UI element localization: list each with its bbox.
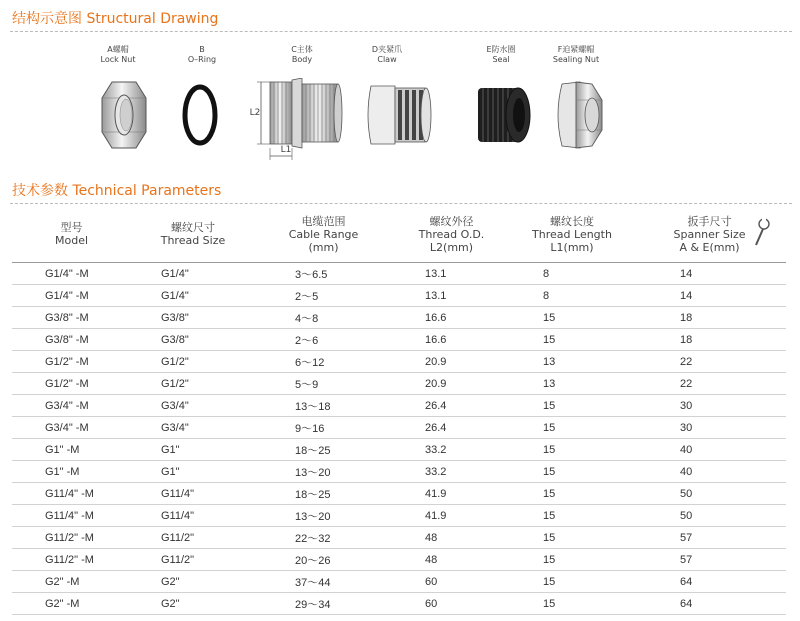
table-cell: 15	[511, 549, 633, 571]
table-cell: 16.6	[392, 307, 511, 329]
table-cell: 14	[633, 263, 786, 285]
table-cell: G1"	[131, 439, 255, 461]
table-row	[12, 329, 786, 351]
table-cell: 15	[511, 395, 633, 417]
table-cell: G3/8" -M	[12, 329, 131, 351]
table-cell: G1/2"	[131, 373, 255, 395]
table-cell: 22	[633, 351, 786, 373]
table-cell: 37～44	[255, 571, 392, 593]
table-cell: 50	[633, 505, 786, 527]
table-row	[12, 307, 786, 329]
table-cell: G1"	[131, 461, 255, 483]
table-row	[12, 593, 786, 615]
table-cell: 26.4	[392, 417, 511, 439]
column-header-cable-range: 电缆范围 Cable Range (mm)	[255, 206, 392, 263]
table-cell: 13.1	[392, 263, 511, 285]
table-row	[12, 373, 786, 395]
dimension-l1-label: L1	[280, 145, 292, 155]
table-cell: G3/8"	[131, 307, 255, 329]
table-cell: 8	[511, 263, 633, 285]
table-cell: G3/8" -M	[12, 307, 131, 329]
table-cell: 5～9	[255, 373, 392, 395]
table-cell: 15	[511, 483, 633, 505]
table-cell: 2～6	[255, 329, 392, 351]
table-cell: 13～18	[255, 395, 392, 417]
table-cell: G1/4" -M	[12, 285, 131, 307]
lock-nut-icon	[98, 80, 148, 150]
column-header-thread-length: 螺纹长度 Thread Length L1(mm)	[511, 206, 633, 263]
part-label-sealing-nut: F迫紧螺帽 Sealing Nut	[552, 45, 600, 64]
table-cell: 15	[511, 329, 633, 351]
table-cell: 22～32	[255, 527, 392, 549]
table-cell: 18～25	[255, 439, 392, 461]
table-cell: 15	[511, 439, 633, 461]
table-row	[12, 285, 786, 307]
table-cell: 60	[392, 571, 511, 593]
table-cell: 13	[511, 373, 633, 395]
table-cell: 15	[511, 593, 633, 615]
o-ring-icon	[180, 82, 220, 148]
sealing-nut-icon	[552, 80, 604, 150]
table-header-row	[12, 206, 786, 263]
structural-drawing-title: 结构示意图 Structural Drawing	[12, 11, 219, 27]
table-row	[12, 527, 786, 549]
table-row	[12, 263, 786, 285]
table-cell: G1/4"	[131, 285, 255, 307]
table-cell: 9～16	[255, 417, 392, 439]
body-icon	[242, 78, 350, 164]
table-cell: 18	[633, 307, 786, 329]
section-divider	[10, 31, 792, 32]
table-cell: G3/4"	[131, 395, 255, 417]
part-label-lock-nut: A螺帽 Lock Nut	[100, 45, 136, 64]
seal-icon	[474, 84, 536, 146]
table-cell: G2" -M	[12, 593, 131, 615]
table-cell: 15	[511, 417, 633, 439]
table-cell: G11/2"	[131, 549, 255, 571]
table-cell: G11/4"	[131, 505, 255, 527]
table-row	[12, 439, 786, 461]
table-cell: 64	[633, 571, 786, 593]
claw-icon	[365, 84, 433, 146]
table-cell: 29～34	[255, 593, 392, 615]
table-cell: 14	[633, 285, 786, 307]
table-cell: 15	[511, 461, 633, 483]
table-cell: 57	[633, 549, 786, 571]
table-cell: 41.9	[392, 505, 511, 527]
table-cell: G11/2" -M	[12, 549, 131, 571]
table-row	[12, 483, 786, 505]
table-cell: 6～12	[255, 351, 392, 373]
table-cell: 15	[511, 307, 633, 329]
column-header-model: 型号 Model	[12, 206, 131, 263]
table-row	[12, 549, 786, 571]
table-cell: 48	[392, 527, 511, 549]
table-cell: 18～25	[255, 483, 392, 505]
table-cell: G3/8"	[131, 329, 255, 351]
part-label-body: C主体 Body	[291, 45, 313, 64]
table-cell: 18	[633, 329, 786, 351]
part-label-claw: D夹紧爪 Claw	[371, 45, 403, 64]
table-cell: G3/4" -M	[12, 417, 131, 439]
table-cell: 13.1	[392, 285, 511, 307]
table-cell: 13～20	[255, 461, 392, 483]
table-row	[12, 571, 786, 593]
table-cell: G11/2"	[131, 527, 255, 549]
table-cell: G1" -M	[12, 439, 131, 461]
table-cell: 41.9	[392, 483, 511, 505]
table-cell: 16.6	[392, 329, 511, 351]
table-row	[12, 351, 786, 373]
table-cell: 4～8	[255, 307, 392, 329]
part-label-seal: E防水圈 Seal	[486, 45, 516, 64]
parameters-table	[12, 206, 786, 615]
table-cell: 3～6.5	[255, 263, 392, 285]
table-cell: G2" -M	[12, 571, 131, 593]
table-cell: 33.2	[392, 461, 511, 483]
section-divider	[10, 203, 792, 204]
table-cell: 40	[633, 439, 786, 461]
table-row	[12, 461, 786, 483]
table-cell: G3/4" -M	[12, 395, 131, 417]
table-cell: 33.2	[392, 439, 511, 461]
wrench-icon	[752, 217, 772, 247]
table-cell: 13	[511, 351, 633, 373]
table-row	[12, 505, 786, 527]
table-cell: 60	[392, 593, 511, 615]
table-cell: 30	[633, 417, 786, 439]
table-cell: 15	[511, 571, 633, 593]
table-cell: 20～26	[255, 549, 392, 571]
table-cell: G1/2" -M	[12, 373, 131, 395]
table-cell: G11/4"	[131, 483, 255, 505]
column-header-spanner-size: 扳手尺寸 Spanner Size A & E(mm)	[633, 206, 786, 263]
table-cell: 26.4	[392, 395, 511, 417]
table-cell: G11/4" -M	[12, 483, 131, 505]
table-cell: 13～20	[255, 505, 392, 527]
table-cell: 2～5	[255, 285, 392, 307]
table-cell: 48	[392, 549, 511, 571]
table-cell: 30	[633, 395, 786, 417]
table-cell: G11/2" -M	[12, 527, 131, 549]
table-cell: 40	[633, 461, 786, 483]
table-cell: 22	[633, 373, 786, 395]
table-cell: 15	[511, 527, 633, 549]
table-cell: 20.9	[392, 373, 511, 395]
table-cell: 8	[511, 285, 633, 307]
technical-parameters-title: 技术参数 Technical Parameters	[12, 183, 222, 199]
table-cell: G1/2"	[131, 351, 255, 373]
table-row	[12, 417, 786, 439]
part-label-o-ring: B O–Ring	[187, 45, 217, 64]
table-cell: G3/4"	[131, 417, 255, 439]
table-cell: G1/2" -M	[12, 351, 131, 373]
table-cell: G1/4" -M	[12, 263, 131, 285]
table-cell: 15	[511, 505, 633, 527]
table-cell: G1" -M	[12, 461, 131, 483]
dimension-l2-label: L2	[249, 108, 261, 118]
column-header-thread-size: 螺纹尺寸 Thread Size	[131, 206, 255, 263]
table-cell: 50	[633, 483, 786, 505]
column-header-thread-od: 螺纹外径 Thread O.D. L2(mm)	[392, 206, 511, 263]
table-row	[12, 395, 786, 417]
table-cell: 20.9	[392, 351, 511, 373]
table-cell: G11/4" -M	[12, 505, 131, 527]
table-cell: G2"	[131, 593, 255, 615]
table-cell: G1/4"	[131, 263, 255, 285]
table-cell: G2"	[131, 571, 255, 593]
table-cell: 57	[633, 527, 786, 549]
table-cell: 64	[633, 593, 786, 615]
